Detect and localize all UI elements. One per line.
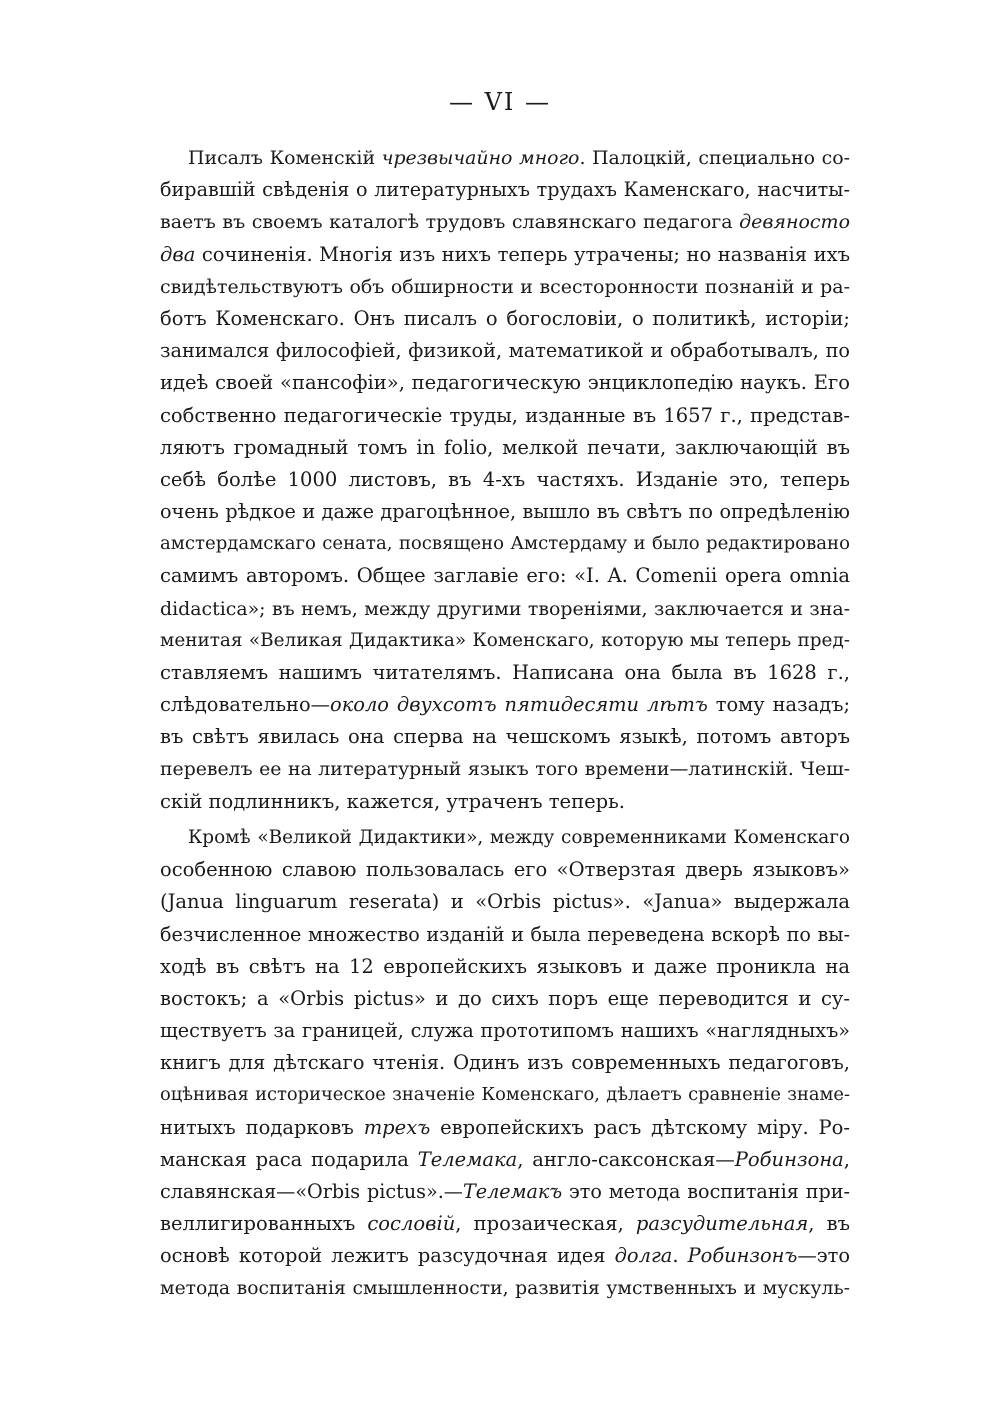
emphasized-text: Телемака [417, 1147, 518, 1171]
text-run: оцѣнивая историческое значеніе Коменскаго, дѣлаетъ сравненіе знаме- [160, 1084, 850, 1106]
text-line [160, 1047, 850, 1079]
emphasized-text: сословій [367, 1212, 456, 1236]
text-run: . Палоцкій, специально со- [579, 147, 850, 169]
body-text [160, 142, 850, 1305]
text-run: европейскихъ расъ дѣтскому міру. Ро- [430, 1115, 850, 1139]
text-run: менитая «Великая Дидактика» Коменскаго, которую мы теперь пред- [160, 629, 850, 651]
text-run: , прозаическая, [455, 1212, 636, 1236]
text-run: ботъ Коменскаго. Онъ писалъ о богословіи, о политикѣ, исторіи; [160, 306, 850, 330]
emphasized-text: около двухсотъ пятидесяти лѣтъ [330, 693, 708, 717]
text-run: собственно педагогическіе труды, изданные въ 1657 г., представ- [160, 403, 850, 427]
emphasized-text: два [160, 242, 196, 266]
text-run: —это [797, 1244, 851, 1268]
text-line [160, 593, 850, 625]
text-line [160, 142, 850, 174]
text-line [160, 886, 850, 918]
text-line [160, 496, 850, 528]
text-line [160, 432, 850, 464]
text-line [160, 1144, 850, 1176]
text-line [160, 206, 850, 238]
paragraph [160, 822, 850, 1305]
text-run: особенною славою пользовалась его «Отверзтая дверь языковъ» [160, 858, 850, 882]
text-run: слѣдовательно— [160, 693, 331, 717]
text-run: безчисленное множество изданій и была переведена вскорѣ по вы- [160, 922, 850, 946]
text-line [160, 754, 850, 786]
text-run: самимъ авторомъ. Общее заглавіе его: «I. A. Comenii opera omnia [160, 564, 850, 588]
emphasized-text: долга [614, 1244, 673, 1268]
emphasized-text: девяносто [739, 211, 850, 234]
text-line [160, 657, 850, 689]
text-run: манская раса подарила [160, 1147, 418, 1171]
text-line [160, 854, 850, 886]
text-run: амстердамскаго сената, посвящено Амстердаму и было редактировано [160, 533, 850, 555]
text-run: биравшій свѣденія о литературныхъ трудахъ Каменскаго, насчиты- [160, 178, 850, 202]
text-run: нитыхъ подарковъ [160, 1115, 364, 1139]
text-run: Кромѣ «Великой Дидактики», между современниками Коменскаго [188, 826, 850, 848]
text-run: скій подлинникъ, кажется, утраченъ теперь. [160, 789, 625, 813]
emphasized-text: чрезвычайно много [381, 147, 580, 169]
paragraph [160, 142, 850, 818]
text-run: тому назадъ; [707, 693, 850, 717]
text-line [160, 400, 850, 432]
text-run: востокъ; а «Orbis pictus» и до сихъ поръ еще переводится и су- [160, 986, 850, 1010]
text-run: перевелъ ее на литературный языкъ того времени—латинскій. Чеш- [160, 758, 850, 780]
text-line [160, 1079, 850, 1111]
text-run: себѣ болѣе 1000 листовъ, въ 4-хъ частяхъ. Изданіе это, теперь [160, 467, 850, 491]
text-run: (Janua linguarum reserata) и «Orbis pictus». «Janua» выдержала [160, 890, 850, 914]
text-line [160, 983, 850, 1015]
text-run: сочиненія. Многія изъ нихъ теперь утрачены; но названія ихъ [195, 242, 850, 266]
text-run: didactica»; въ немъ, между другими твореніями, заключается и зна- [160, 597, 850, 620]
text-line [160, 1112, 850, 1144]
text-run: идеѣ своей «пансофіи», педагогическую энциклопедію наукъ. Его [160, 371, 850, 395]
text-run: ходѣ въ свѣтъ на 12 европейскихъ языковъ и даже проникла на [160, 954, 850, 978]
text-line [160, 1015, 850, 1047]
text-run: ляютъ громадный томъ in folio, мелкой печати, заключающій въ [160, 435, 850, 459]
text-line [160, 951, 850, 983]
emphasized-text: Робинзонъ [687, 1244, 798, 1268]
emphasized-text: Робинзона [734, 1147, 844, 1171]
text-line [160, 174, 850, 206]
text-run: метода воспитанія смышленности, развитія умственныхъ и мускуль- [160, 1277, 850, 1299]
text-line [160, 560, 850, 592]
text-line [160, 786, 850, 818]
text-run: очень рѣдкое и даже драгоцѣнное, вышло въ свѣтъ по опредѣленію [160, 500, 850, 524]
text-run: , англо-саксонская— [517, 1147, 735, 1171]
emphasized-text: трехъ [363, 1115, 431, 1139]
text-line [160, 822, 850, 854]
text-line [160, 1176, 850, 1208]
text-line [160, 1240, 850, 1272]
text-line [160, 303, 850, 335]
text-run: веллигированныхъ [160, 1212, 368, 1236]
text-line [160, 689, 850, 721]
text-run: занимался философіей, физикой, математикой и обработывалъ, по [160, 339, 850, 363]
text-run: свидѣтельствуютъ объ обширности и всесторонности познаній и ра- [160, 275, 850, 298]
page-number: — VI — [448, 88, 552, 116]
text-run: это метода воспитанія при- [562, 1180, 850, 1203]
text-run: , [843, 1147, 850, 1171]
text-run: основѣ которой лежитъ разсудочная идея [160, 1244, 615, 1268]
text-run: славянская—«Orbis pictus».— [160, 1180, 463, 1203]
text-line [160, 625, 850, 657]
text-line [160, 1273, 850, 1305]
text-line [160, 335, 850, 367]
emphasized-text: Телемакъ [462, 1180, 563, 1203]
text-run: книгъ для дѣтскаго чтенія. Одинъ изъ современныхъ педагоговъ, [160, 1051, 850, 1075]
text-line [160, 239, 850, 271]
text-line [160, 721, 850, 753]
emphasized-text: разсудительная [635, 1212, 809, 1236]
text-line [160, 919, 850, 951]
text-run: ставляемъ нашимъ читателямъ. Написана она была въ 1628 г., [160, 661, 850, 684]
text-line [160, 271, 850, 303]
text-line [160, 528, 850, 560]
text-run: Писалъ Коменскій [188, 147, 382, 169]
text-line [160, 1208, 850, 1240]
text-run: , въ [808, 1212, 850, 1236]
text-run: въ свѣтъ явилась она сперва на чешскомъ языкѣ, потомъ авторъ [160, 725, 850, 749]
text-run: . [672, 1244, 688, 1268]
text-line [160, 464, 850, 496]
text-run: ществуетъ за границей, служа прототипомъ нашихъ «наглядныхъ» [160, 1019, 850, 1043]
text-run: ваетъ въ своемъ каталогѣ трудовъ славянскаго педагога [160, 211, 740, 234]
text-line [160, 367, 850, 399]
